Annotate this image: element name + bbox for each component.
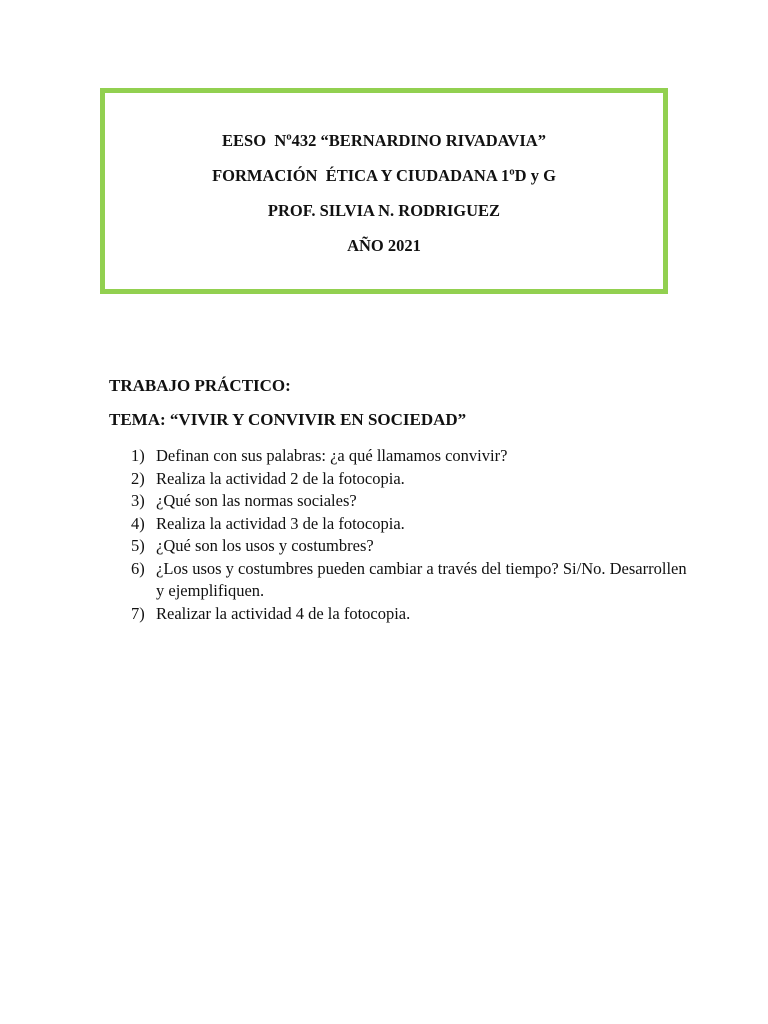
school-year: AÑO 2021 <box>347 236 421 255</box>
list-item <box>131 513 691 536</box>
list-item <box>131 558 691 603</box>
teacher-name: PROF. SILVIA N. RODRIGUEZ <box>267 201 501 220</box>
task-text: ¿Qué son las normas sociales? <box>156 491 357 510</box>
subject-name: FORMACIÓN ÉTICA Y CIUDADANA 1ºD y G <box>212 166 556 185</box>
task-number: 7) <box>131 603 145 623</box>
task-number: 5) <box>131 536 145 555</box>
school-name: EESO Nº432 “BERNARDINO RIVADAVIA” <box>222 131 546 150</box>
task-number: 4) <box>131 513 145 533</box>
list-item <box>131 490 691 513</box>
list-item <box>131 445 691 468</box>
task-number: 2) <box>131 468 145 488</box>
task-text: Definan con sus palabras: ¿a qué llamamos convivir? <box>156 446 508 465</box>
list-item <box>131 603 691 626</box>
task-text: Realiza la actividad 3 de la fotocopia. <box>156 513 405 533</box>
task-text: ¿Los usos y costumbres pueden cambiar a través del tiempo? Si/No. Desarrollen y ejemplifiquen. <box>156 558 687 600</box>
task-text: Realizar la actividad 4 de la fotocopia. <box>156 603 411 623</box>
task-list <box>131 445 691 625</box>
assignment-title: TRABAJO PRÁCTICO: <box>109 376 291 395</box>
task-text: ¿Qué son los usos y costumbres? <box>156 536 374 555</box>
header-box <box>100 88 668 294</box>
list-item <box>131 468 691 491</box>
assignment-topic: TEMA: “VIVIR Y CONVIVIR EN SOCIEDAD” <box>109 410 467 429</box>
task-number: 3) <box>131 491 145 510</box>
task-text: Realiza la actividad 2 de la fotocopia. <box>156 468 405 488</box>
task-number: 6) <box>131 558 145 578</box>
list-item <box>131 535 691 558</box>
task-number: 1) <box>131 446 145 465</box>
